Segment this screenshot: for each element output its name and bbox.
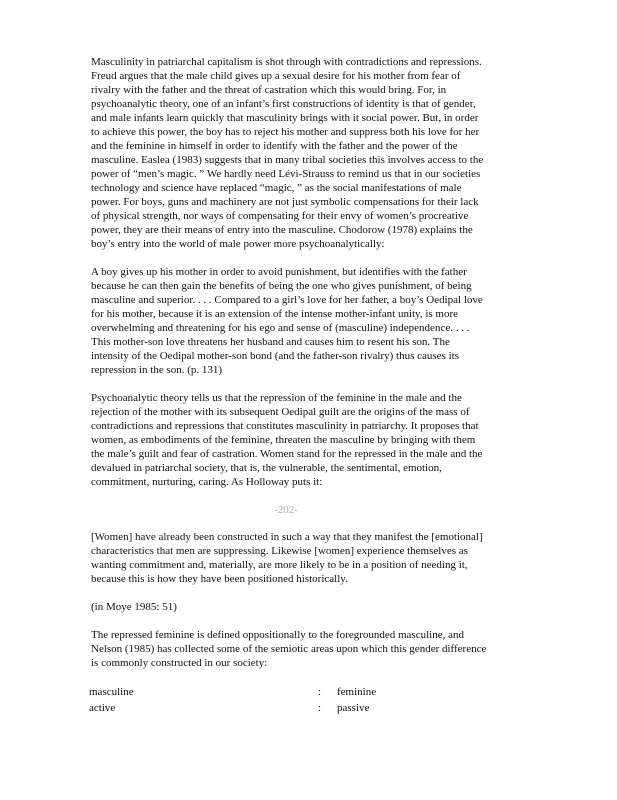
text-line: commitment, nurturing, caring. As Holloway puts it: bbox=[91, 476, 323, 488]
block-quote-holloway bbox=[91, 530, 541, 586]
page-number: -202- bbox=[274, 504, 298, 516]
text-line: for his mother, because it is an extension of the intense mother-infant unity, is more bbox=[91, 308, 459, 320]
text-line: repression in the son. (p. 131) bbox=[91, 364, 223, 376]
text-line: to achieve this power, the boy has to reject his mother and suppress both his love for her bbox=[91, 126, 480, 138]
citation: (in Moye 1985: 51) bbox=[91, 601, 177, 613]
text-line: masculine. Easlea (1983) suggests that in many tribal societies this involves access to the bbox=[91, 154, 484, 166]
paragraph-psychoanalytic bbox=[91, 391, 541, 489]
table-row bbox=[89, 684, 489, 700]
text-line: Psychoanalytic theory tells us that the repression of the feminine in the male and the bbox=[91, 392, 462, 404]
term-active: active bbox=[89, 702, 116, 714]
text-line: and the feminine in himself in order to identify with the father and the power of the bbox=[91, 140, 458, 152]
text-line: because this is how they have been positioned historically. bbox=[91, 573, 348, 585]
text-line: devalued in patriarchal society, that is, the vulnerable, the sentimental, emotion, bbox=[91, 462, 442, 474]
text-line: rivalry with the father and the threat of castration which this would bring. For, in bbox=[91, 84, 447, 96]
text-line: rejection of the mother with its subsequent Oedipal guilt are the origins of the mass of bbox=[91, 406, 470, 418]
text-line: and male infants learn quickly that masculinity brings with it social power. But, in order bbox=[91, 112, 479, 124]
text-line: of physical strength, nor ways of compensating for their envy of women’s procreative bbox=[91, 210, 469, 222]
text-line: Nelson (1985) has collected some of the semiotic areas upon which this gender difference bbox=[91, 643, 487, 655]
text-line: intensity of the Oedipal mother-son bond (and the father-son rivalry) thus causes its bbox=[91, 350, 459, 362]
colon-separator: : bbox=[318, 686, 322, 698]
text-line: psychoanalytic theory, one of an infant’s first constructions of identity is that of gender, bbox=[91, 98, 476, 110]
text-line: women, as embodiments of the feminine, threaten the masculine by bringing with them bbox=[91, 434, 476, 446]
text-line: characteristics that men are suppressing. Likewise [women] experience themselves as bbox=[91, 545, 468, 557]
paragraph-masculinity bbox=[91, 55, 541, 251]
term-passive: passive bbox=[337, 702, 370, 714]
text-line: because he can then gain the benefits of being the one who gives punishment, of being bbox=[91, 280, 472, 292]
text-line: overwhelming and threatening for his ego and sense of (masculine) independence. . . . bbox=[91, 322, 470, 334]
text-line: [Women] have already been constructed in such a way that they manifest the [emotional] bbox=[91, 531, 483, 543]
text-line: is commonly constructed in our society: bbox=[91, 657, 268, 669]
document-body bbox=[91, 55, 541, 670]
block-quote-chodorow bbox=[91, 265, 541, 377]
text-line: contradictions and repressions that constitutes masculinity in patriarchy. It proposes that bbox=[91, 420, 479, 432]
text-line: The repressed feminine is defined oppositionally to the foregrounded masculine, and bbox=[91, 629, 464, 641]
text-line: masculine and superior. . . . Compared to a girl’s love for her father, a boy’s Oedipal love bbox=[91, 294, 483, 306]
colon-separator: : bbox=[318, 702, 322, 714]
text-line: This mother-son love threatens her husband and causes him to resent his son. The bbox=[91, 336, 450, 348]
term-feminine: feminine bbox=[337, 686, 377, 698]
text-line: wanting commitment and, materially, are more likely to be in a position of needing it, bbox=[91, 559, 468, 571]
table-row bbox=[89, 700, 489, 716]
text-line: power, they are their means of entry into the masculine. Chodorow (1978) explains the bbox=[91, 224, 473, 236]
text-line: boy’s entry into the world of male power more psychoanalytically: bbox=[91, 238, 385, 250]
paragraph-repressed-feminine bbox=[91, 628, 541, 670]
text-line: A boy gives up his mother in order to avoid punishment, but identifies with the father bbox=[91, 266, 467, 278]
opposition-table bbox=[89, 684, 489, 716]
text-line: power of “men’s magic. ” We hardly need Lévi-Strauss to remind us that in our societies bbox=[91, 168, 481, 180]
term-masculine: masculine bbox=[89, 686, 134, 698]
text-line: technology and science have replaced “magic, ” as the social manifestations of male bbox=[91, 182, 462, 194]
text-line: Freud argues that the male child gives up a sexual desire for his mother from fear of bbox=[91, 70, 461, 82]
text-line: the male’s guilt and fear of castration. Women stand for the repressed in the male and the bbox=[91, 448, 483, 460]
text-line: Masculinity in patriarchal capitalism is shot through with contradictions and repressions. bbox=[91, 56, 482, 68]
text-line: power. For boys, guns and machinery are not just symbolic compensations for their lack bbox=[91, 196, 479, 208]
